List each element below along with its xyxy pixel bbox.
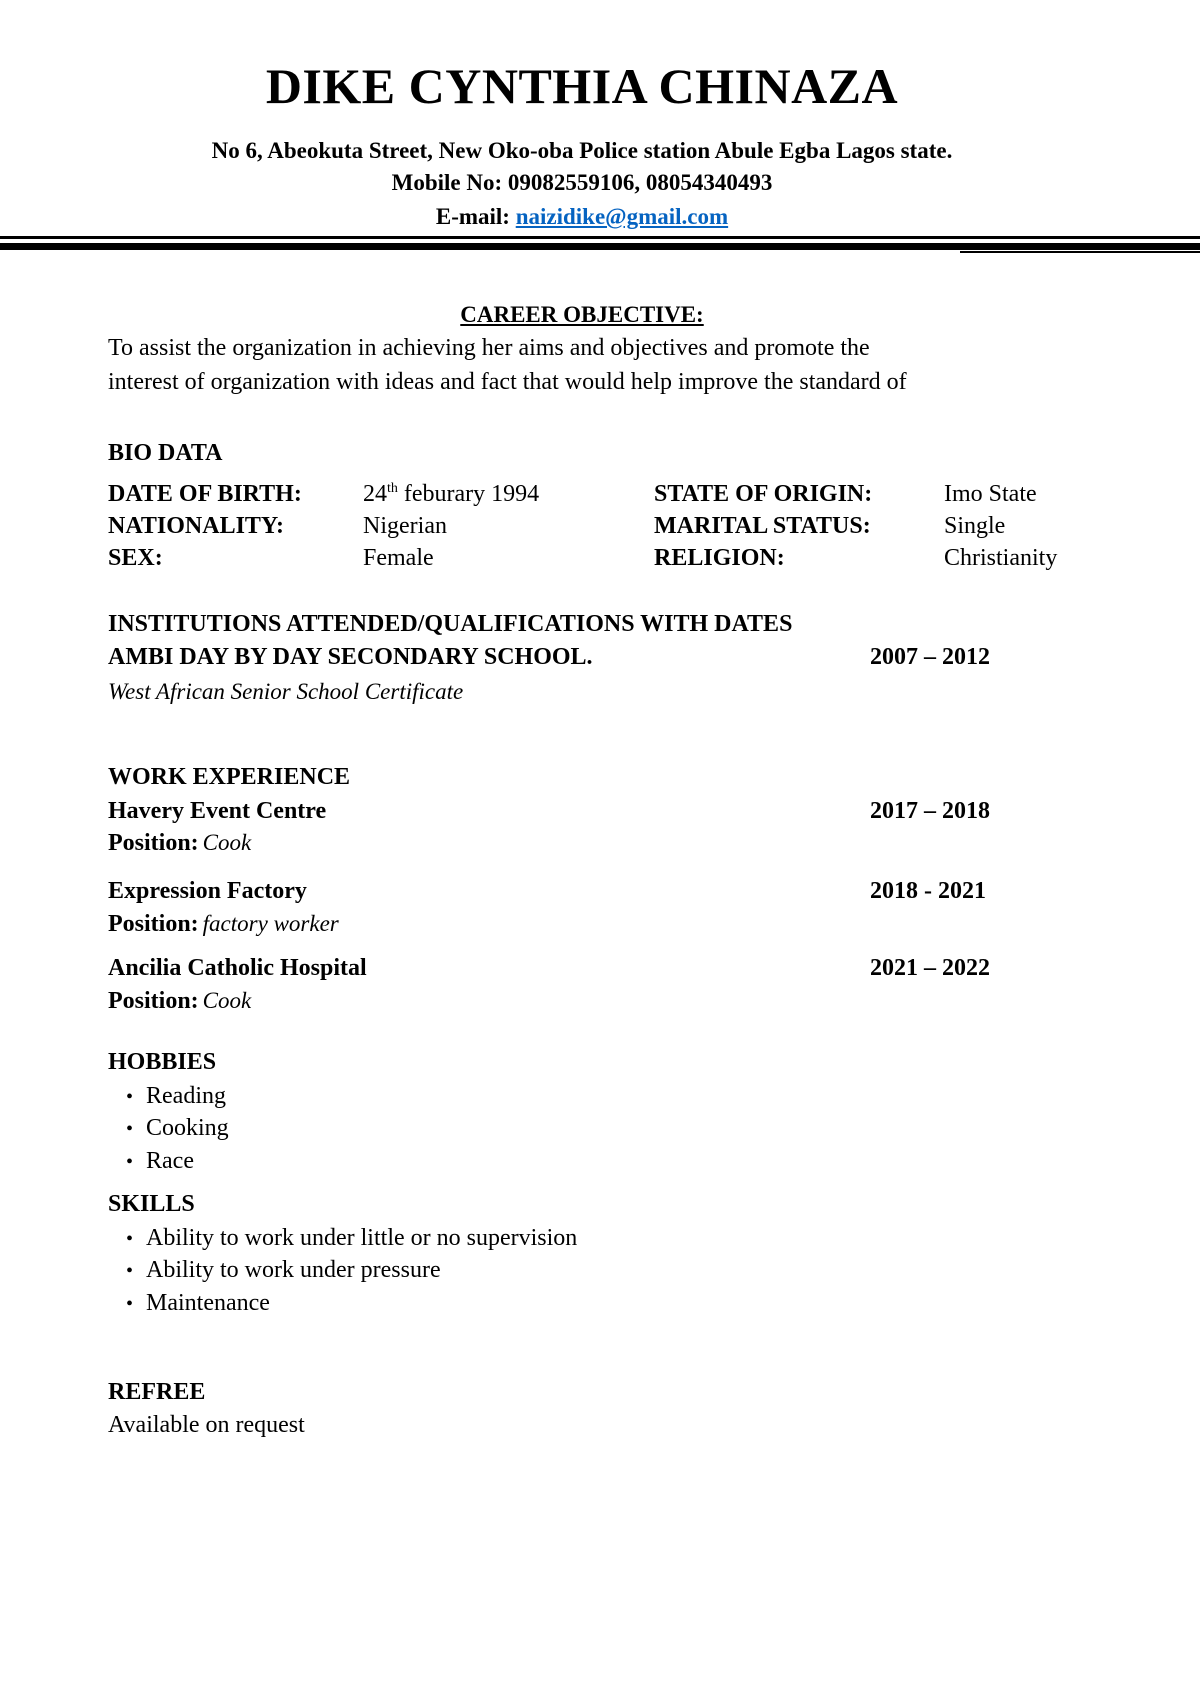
hobby-text: Cooking — [146, 1115, 229, 1141]
position-label: Position: — [108, 911, 199, 937]
address-line: No 6, Abeokuta Street, New Oko-oba Police station Abule Egba Lagos state. — [211, 138, 953, 163]
skill-text: Ability to work under pressure — [146, 1257, 441, 1283]
list-item — [126, 1223, 577, 1254]
state-of-origin-value: Imo State — [944, 481, 1037, 507]
candidate-name: DIKE CYNTHIA CHINAZA — [265, 58, 899, 114]
header-divider-tail — [960, 251, 1200, 253]
email-line — [0, 202, 1164, 232]
skill-text: Maintenance — [146, 1290, 270, 1316]
dob-label: DATE OF BIRTH: — [108, 481, 302, 507]
job-position — [108, 828, 251, 858]
school-name: AMBI DAY BY DAY SECONDARY SCHOOL. — [108, 644, 593, 670]
school-dates: 2007 – 2012 — [870, 644, 990, 670]
objective-line-2: interest of organization with ideas and fact that would help improve the standard of — [108, 369, 907, 395]
marital-status-value: Single — [944, 513, 1006, 539]
email-label: E-mail: — [435, 204, 516, 229]
dob-day: 24 — [363, 481, 387, 507]
job-dates: 2018 - 2021 — [870, 878, 986, 904]
list-item — [126, 1146, 194, 1177]
job-dates: 2017 – 2018 — [870, 798, 990, 824]
skills-heading: SKILLS — [108, 1191, 195, 1217]
position-label: Position: — [108, 830, 199, 856]
list-item — [126, 1255, 441, 1286]
nationality-value: Nigerian — [363, 513, 447, 539]
dob-suffix: th — [387, 481, 398, 496]
bullet-icon: • — [126, 1151, 134, 1173]
job-employer: Havery Event Centre — [108, 798, 327, 824]
email-link[interactable]: naizidike@gmail.com — [515, 204, 729, 229]
bullet-icon: • — [126, 1086, 134, 1108]
job-position — [108, 909, 339, 939]
mobile-line: Mobile No: 09082559106, 08054340493 — [391, 170, 773, 195]
header-divider-thick — [0, 243, 1200, 250]
hobbies-heading: HOBBIES — [108, 1049, 217, 1075]
job-position — [108, 986, 251, 1016]
position-value: factory worker — [202, 911, 339, 936]
education-heading: INSTITUTIONS ATTENDED/QUALIFICATIONS WITH DATES — [108, 611, 793, 637]
religion-label: RELIGION: — [654, 545, 785, 571]
hobby-text: Race — [146, 1148, 194, 1174]
job-employer: Ancilia Catholic Hospital — [108, 955, 367, 981]
bullet-icon: • — [126, 1260, 134, 1282]
position-value: Cook — [202, 988, 252, 1013]
bullet-icon: • — [126, 1293, 134, 1315]
skill-text: Ability to work under little or no supervision — [146, 1225, 578, 1251]
position-label: Position: — [108, 988, 199, 1014]
career-objective-heading: CAREER OBJECTIVE: — [460, 302, 704, 327]
marital-status-label: MARITAL STATUS: — [654, 513, 871, 539]
sex-label: SEX: — [108, 545, 163, 571]
dob-month-year: feburary 1994 — [397, 481, 540, 507]
header-divider-thin — [0, 236, 1200, 239]
list-item — [126, 1288, 270, 1319]
list-item — [126, 1081, 226, 1112]
referee-text: Available on request — [108, 1412, 305, 1438]
referee-heading: REFREE — [108, 1379, 206, 1405]
objective-line-1: To assist the organization in achieving her aims and objectives and promote the — [108, 335, 870, 361]
nationality-label: NATIONALITY: — [108, 513, 285, 539]
dob-value — [363, 479, 539, 509]
state-of-origin-label: STATE OF ORIGIN: — [654, 481, 873, 507]
qualification: West African Senior School Certificate — [108, 679, 464, 704]
job-employer: Expression Factory — [108, 878, 307, 904]
sex-value: Female — [363, 545, 434, 571]
bullet-icon: • — [126, 1118, 134, 1140]
list-item — [126, 1113, 229, 1144]
work-experience-heading: WORK EXPERIENCE — [108, 764, 351, 790]
job-dates: 2021 – 2022 — [870, 955, 990, 981]
hobby-text: Reading — [146, 1083, 226, 1109]
religion-value: Christianity — [944, 545, 1058, 571]
bio-data-heading: BIO DATA — [108, 440, 223, 466]
bullet-icon: • — [126, 1228, 134, 1250]
position-value: Cook — [202, 830, 252, 855]
